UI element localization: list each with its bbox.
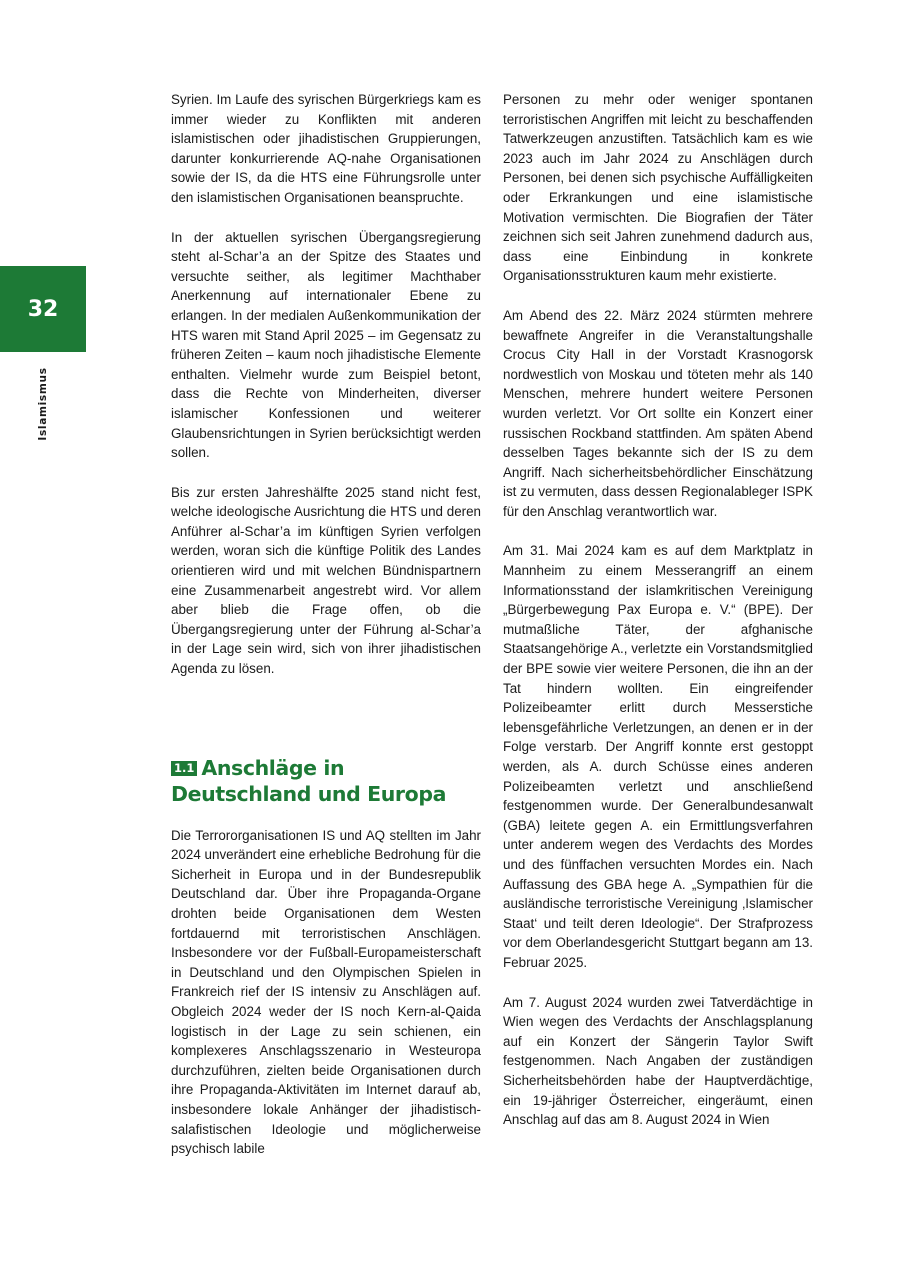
left-column: [171, 90, 481, 1179]
section-heading-number: 1.1: [171, 761, 197, 776]
section-heading-title: Anschläge in Deutschland und Europa: [171, 755, 447, 806]
body-paragraph: Am 31. Mai 2024 kam es auf dem Marktplatz in Mannheim zu einem Messerangriff an einem Informationsstand der islamkritischen Vereinigung „Bürgerbewegung Pax Europa e. V.“ (BPE). Der mutmaßliche Täter, der afghanische Staatsangehörige A., verletzte ein Vorstandsmitglied der BPE sowie vier weitere Personen, die ihn an der Tat hindern wollten. Ein eingreifender Polizeibeamter erlitt durch Messerstiche lebensgefährliche Verletzungen, an denen er in der Folge verstarb. Der Angriff konnte erst gestoppt werden, als A. durch Schüsse eines anderen Polizeibeamten verletzt und anschließend festgenommen wurde. Der Generalbundesanwalt (GBA) leitete gegen A. ein Ermittlungsverfahren unter anderem wegen des Verdachts des Mordes und des fünffachen versuchten Mordes ein. Nach Auffassung des GBA hege A. „Sympathien für die ausländische terroristische Vereinigung ‚Islamischer Staat‘ und teilt deren Ideologie“. Der Strafprozess vor dem Oberlandesgericht Stuttgart begann am 13. Februar 2025.: [503, 543, 813, 970]
section-label: Islamismus: [37, 367, 49, 441]
right-column: [503, 90, 813, 1150]
body-paragraph: Syrien. Im Laufe des syrischen Bürgerkriegs kam es immer wieder zu Konflikten mit anderen islamistischen oder jihadistischen Gruppierungen, darunter konkurrierende AQ-nahe Organisationen sowie der IS, da die HTS eine Führungsrolle unter den islamistischen Organisationen beanspruchte.: [171, 92, 481, 205]
body-paragraph: Am 7. August 2024 wurden zwei Tatverdächtige in Wien wegen des Verdachts der Anschlagsplanung auf ein Konzert der Sängerin Taylor Swift festgenommen. Nach Angaben der zuständigen Sicherheitsbehörden habe der Hauptverdächtige, ein 19-jähriger Österreicher, eingeräumt, einen Anschlag auf das am 8. August 2024 in Wien: [503, 994, 813, 1128]
body-paragraph: Personen zu mehr oder weniger spontanen terroristischen Angriffen mit leicht zu beschaffenden Tatwerkzeugen anzustiften. Tatsächlich kam es wie 2023 auch im Jahr 2024 zu Anschlägen durch Personen, bei denen sich psychische Auffälligkeiten oder Erkrankungen und eine islamistische Motivation vermischten. Die Biografien der Täter zeichnen sich seit Jahren zunehmend dadurch aus, dass eine Einbindung in konkrete Organisationsstrukturen kaum mehr existierte.: [503, 92, 813, 284]
body-paragraph: Am Abend des 22. März 2024 stürmten mehrere bewaffnete Angreifer in die Veranstaltungshalle Crocus City Hall in der Vorstadt Krasnogorsk nordwestlich von Moskau und töteten mehr als 140 Menschen, mehrere hundert weitere Personen wurden verletzt. Vor Ort sollte ein Konzert einer russischen Rockband stattfinden. Am späten Abend desselben Tages bekannte sich der IS zu dem Angriff. Nach sicherheitsbehördlicher Einschätzung ist zu vermuten, dass dessen Regionalableger ISPK für den Anschlag verantwortlich war.: [503, 307, 813, 519]
body-paragraph: In der aktuellen syrischen Übergangsregierung steht al-Schar’a an der Spitze des Staates und versuchte seither, als legitimer Machthaber Anerkennung auf internationaler Ebene zu erlangen. In der medialen Außenkommunikation der HTS waren mit Stand April 2025 – im Gegensatz zu früheren Zeiten – kaum noch jihadistische Elemente enthalten. Vielmehr wurde zum Beispiel betont, dass die Rechte von Minderheiten, diverser islamischer Konfessionen und weiterer Glaubensrichtungen in Syrien berücksichtigt werden sollen.: [171, 229, 481, 461]
page-number: 32: [27, 296, 59, 322]
body-paragraph: Bis zur ersten Jahreshälfte 2025 stand nicht fest, welche ideologische Ausrichtung die HTS und deren Anführer al-Schar’a im künftigen Syrien verfolgen werden, woran sich die künftige Politik des Landes orientieren wird und mit welchen Bündnispartnern eine Zusammenarbeit angestrebt wird. Vor allem aber blieb die Frage offen, ob die Übergangsregierung unter der Führung al-Schar’a in der Lage sein wird, sich von ihrer jihadistischen Agenda zu lösen.: [171, 484, 481, 677]
body-paragraph: Die Terrororganisationen IS und AQ stellten im Jahr 2024 unverändert eine erhebliche Bedrohung für die Sicherheit in Europa und in der Bundesrepublik Deutschland dar. Über ihre Propaganda-Organe drohten beide Organisationen dem Westen fortdauernd mit terroristischen Anschlägen. Insbesondere vor der Fußball-Europameisterschaft in Deutschland und den Olympischen Spielen in Frankreich rief der IS intensiv zu Anschlägen auf. Obgleich 2024 weder der IS noch Kern-al-Qaida logistisch in der Lage zu sein schienen, ein komplexeres Anschlagsszenario in Westeuropa durchzuführen, zielten beide Organisationen durch ihre Propaganda-Aktivitäten im Internet darauf ab, insbesondere lokale Anhänger der jihadistisch-salafistischen Ideologie und möglicherweise psychisch labile: [171, 827, 481, 1157]
section-heading: [171, 755, 481, 807]
page-number-tab: [0, 266, 86, 352]
